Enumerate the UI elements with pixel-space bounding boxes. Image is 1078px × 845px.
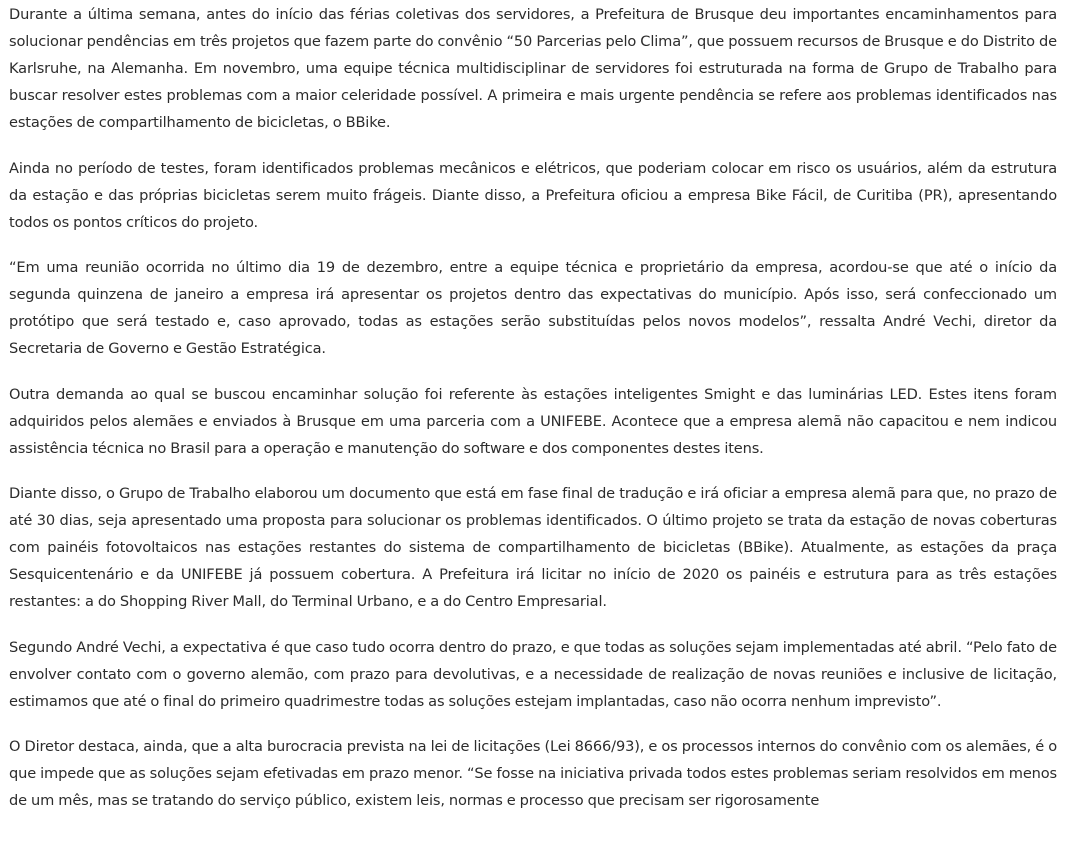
article-paragraph: Durante a última semana, antes do início das férias coletivas dos servidores, a Prefeitura de Brusque deu importantes encaminhamentos para solucionar pendências em três projetos que fazem parte do convênio “50 Parcerias pelo Clima”, que possuem recursos de Brusque e do Distrito de Karlsruhe, na Alemanha. Em novembro, uma equipe técnica multidisciplinar de servidores foi estruturada na forma de Grupo de Trabalho para buscar resolver estes problemas com a maior celeridade possível. A primeira e mais urgente pendência se refere aos problemas identificados nas estações de compartilhamento de bicicletas, o BBike. bbox=[9, 6, 1057, 131]
article-paragraph: Ainda no período de testes, foram identificados problemas mecânicos e elétricos, que poderiam colocar em risco os usuários, além da estrutura da estação e das próprias bicicletas serem muito frágeis. Diante disso, a Prefeitura oficiou a empresa Bike Fácil, de Curitiba (PR), apresentando todos os pontos críticos do projeto. bbox=[9, 159, 1057, 231]
article-paragraph: “Em uma reunião ocorrida no último dia 19 de dezembro, entre a equipe técnica e proprietário da empresa, acordou-se que até o início da segunda quinzena de janeiro a empresa irá apresentar os projetos dentro das expectativas do município. Após isso, será confeccionado um protótipo que será testado e, caso aprovado, todas as estações serão substituídas pelos novos modelos”, ressalta André Vechi, diretor da Secretaria de Governo e Gestão Estratégica. bbox=[9, 259, 1057, 357]
article-paragraph: Outra demanda ao qual se buscou encaminhar solução foi referente às estações inteligentes Smight e das luminárias LED. Estes itens foram adquiridos pelos alemães e enviados à Brusque em uma parceria com a UNIFEBE. Acontece que a empresa alemã não capacitou e nem indicou assistência técnica no Brasil para a operação e manutenção do software e dos componentes destes itens. bbox=[9, 385, 1057, 457]
article-body bbox=[9, 1, 1057, 833]
article-paragraph: O Diretor destaca, ainda, que a alta burocracia prevista na lei de licitações (Lei 8666/93), e os processos internos do convênio com os alemães, é o que impede que as soluções sejam efetivadas em prazo menor. “Se fosse na iniciativa privada todos estes problemas seriam resolvidos em menos de um mês, mas se tratando do serviço público, existem leis, normas e processo que precisam ser rigorosamente bbox=[9, 738, 1057, 809]
article-paragraph: Diante disso, o Grupo de Trabalho elaborou um documento que está em fase final de tradução e irá oficiar a empresa alemã para que, no prazo de até 30 dias, seja apresentado uma proposta para solucionar os problemas identificados. O último projeto se trata da estação de novas coberturas com painéis fotovoltaicos nas estações restantes do sistema de compartilhamento de bicicletas (BBike). Atualmente, as estações da praça Sesquicentenário e da UNIFEBE já possuem cobertura. A Prefeitura irá licitar no início de 2020 os painéis e estrutura para as três estações restantes: a do Shopping River Mall, do Terminal Urbano, e a do Centro Empresarial. bbox=[9, 485, 1057, 610]
article-paragraph: Segundo André Vechi, a expectativa é que caso tudo ocorra dentro do prazo, e que todas as soluções sejam implementadas até abril. “Pelo fato de envolver contato com o governo alemão, com prazo para devolutivas, e a necessidade de realização de novas reuniões e inclusive de licitação, estimamos que até o final do primeiro quadrimestre todas as soluções estejam implantadas, caso não ocorra nenhum imprevisto”. bbox=[9, 638, 1057, 710]
